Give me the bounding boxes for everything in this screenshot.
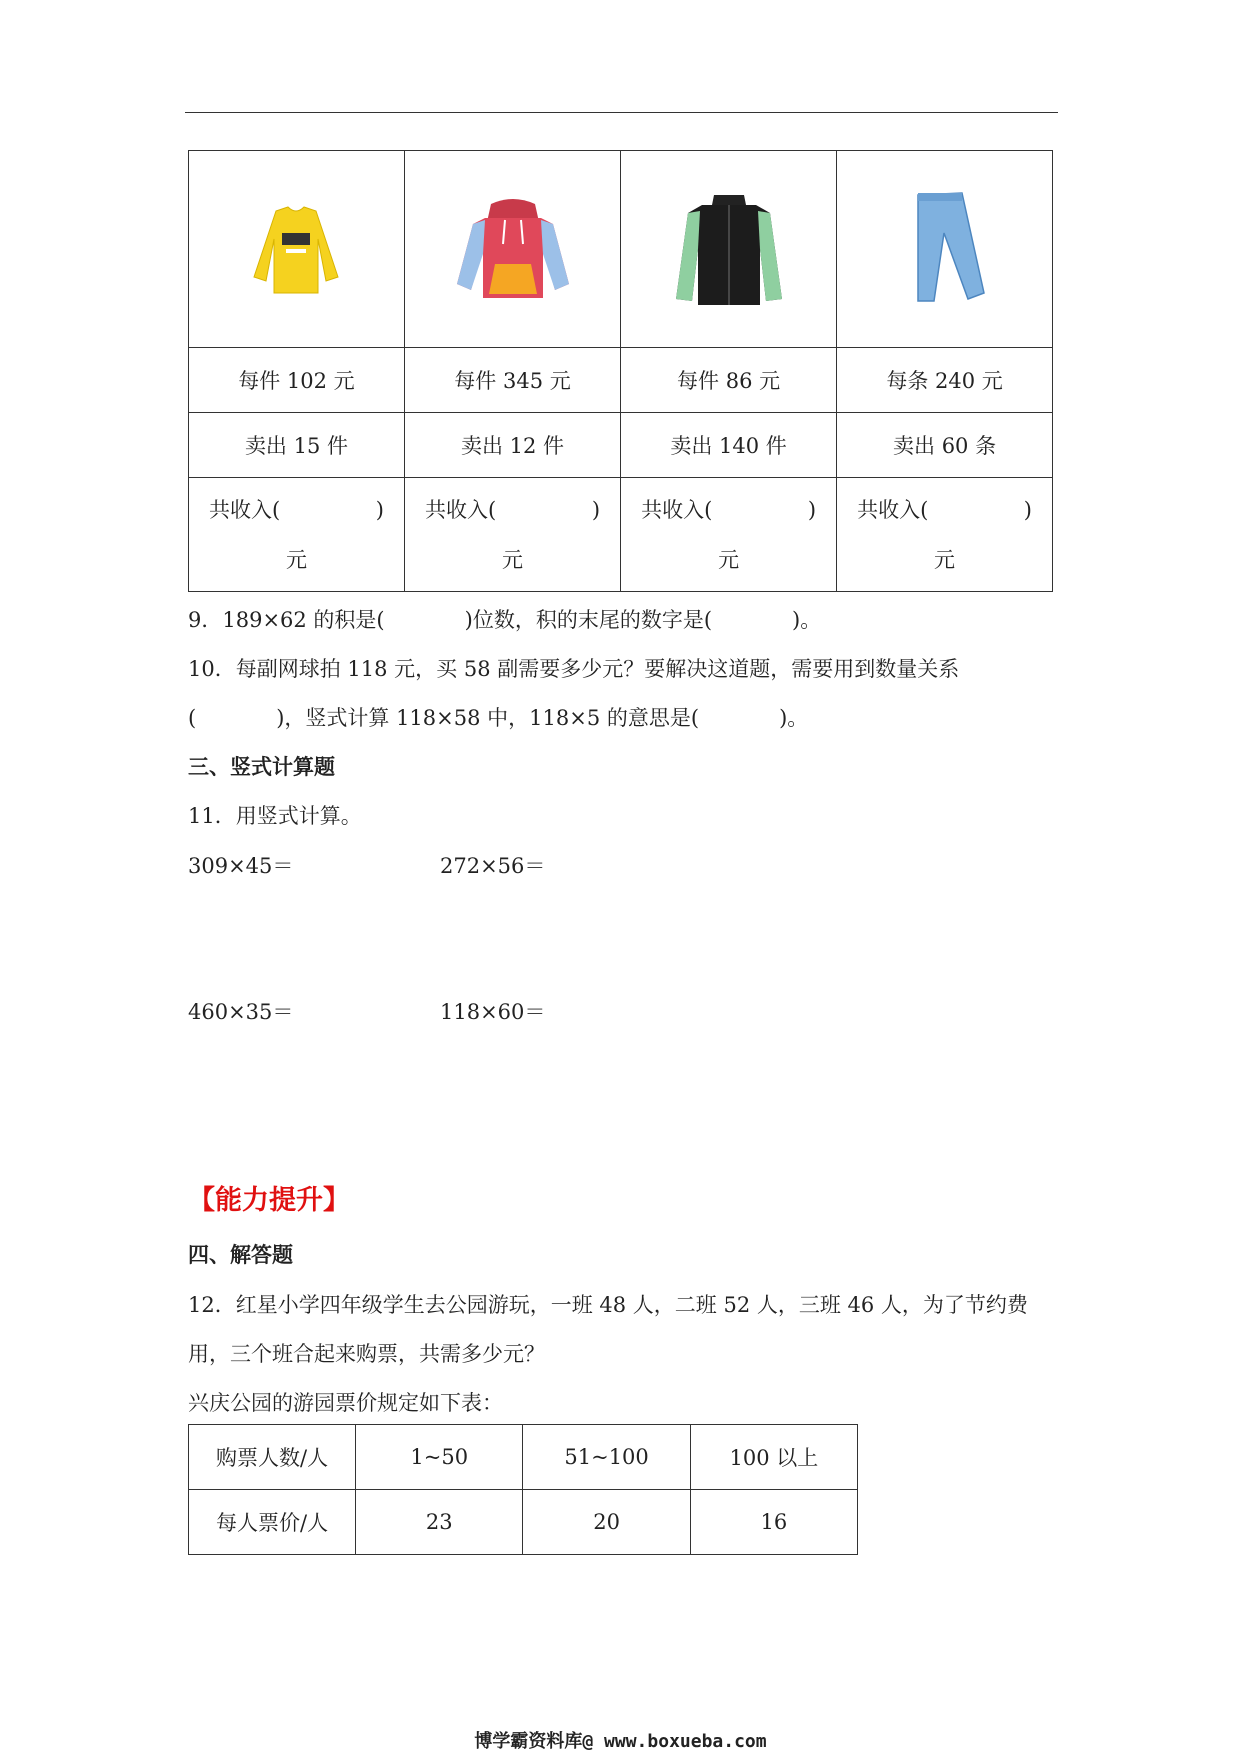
clothes-image-cell [621, 151, 837, 348]
black-jacket-icon [674, 189, 784, 309]
total-unit: 元 [502, 547, 524, 572]
total-unit: 元 [718, 547, 740, 572]
total-cell[interactable] [621, 478, 837, 592]
question-12-line3: 兴庆公园的游园票价规定如下表： [188, 1391, 503, 1415]
sold-cell: 卖出 15 件 [189, 413, 405, 478]
clothes-sales-table [188, 150, 1053, 592]
total-prefix: 共收入( [857, 497, 929, 522]
ticket-price-table [188, 1424, 858, 1555]
price-cell: 每条 240 元 [837, 348, 1053, 413]
calc-expr: 118×60＝ [440, 1000, 546, 1024]
sold-cell: 卖出 12 件 [404, 413, 620, 478]
header-rule [185, 112, 1058, 113]
ability-heading: 【能力提升】 [188, 1185, 350, 1216]
question-12-line1: 12．红星小学四年级学生去公园游玩，一班 48 人，二班 52 人，三班 46 人，为了节约费 [188, 1293, 1028, 1317]
total-cell[interactable] [404, 478, 620, 592]
question-12-line2: 用，三个班合起来购票，共需多少元？ [188, 1342, 545, 1366]
ticket-price-cell: 16 [690, 1490, 857, 1555]
total-prefix: 共收入( [209, 497, 281, 522]
question-10-line2: ( )，竖式计算 118×58 中，118×5 的意思是( )。 [188, 706, 809, 730]
total-prefix: 共收入( [424, 497, 497, 522]
ticket-header-cell: 1~50 [356, 1425, 523, 1490]
question-10-line1: 10．每副网球拍 118 元，买 58 副需要多少元？要解决这道题，需要用到数量关系 [188, 657, 960, 681]
section-3-heading: 三、竖式计算题 [188, 755, 335, 779]
sold-cell: 卖出 140 件 [621, 413, 837, 478]
ticket-header-cell: 100 以上 [690, 1425, 857, 1490]
total-unit: 元 [285, 547, 307, 572]
total-prefix: 共收入( [641, 497, 713, 522]
total-close: ) [375, 497, 384, 522]
price-cell: 每件 102 元 [189, 348, 405, 413]
total-close: ) [591, 497, 601, 522]
total-close: ) [807, 497, 817, 522]
calc-expr: 309×45＝ [188, 854, 294, 878]
clothes-image-cell [189, 151, 405, 348]
total-cell[interactable] [189, 478, 405, 592]
total-cell[interactable] [837, 478, 1053, 592]
ticket-price-cell: 每人票价/人 [189, 1490, 356, 1555]
clothes-image-cell [837, 151, 1053, 348]
footer-watermark: 博学霸资料库@ www.boxueba.com [474, 1731, 767, 1752]
section-4-heading: 四、解答题 [188, 1243, 293, 1267]
price-cell: 每件 86 元 [621, 348, 837, 413]
price-cell: 每件 345 元 [404, 348, 620, 413]
yellow-sweatshirt-icon [246, 199, 346, 299]
question-11-title: 11．用竖式计算。 [188, 804, 362, 828]
ticket-header-cell: 购票人数/人 [189, 1425, 356, 1490]
calc-expr: 460×35＝ [188, 1000, 294, 1024]
ticket-header-cell: 51~100 [523, 1425, 690, 1490]
red-hoodie-icon [453, 194, 573, 304]
calc-expr: 272×56＝ [440, 854, 546, 878]
blue-jeans-icon [900, 189, 990, 309]
total-close: ) [1023, 497, 1032, 522]
ticket-price-cell: 20 [523, 1490, 690, 1555]
question-9: 9．189×62 的积是( )位数，积的末尾的数字是( )。 [188, 608, 822, 632]
total-unit: 元 [934, 547, 956, 572]
ticket-price-cell: 23 [356, 1490, 523, 1555]
clothes-image-cell [404, 151, 620, 348]
sold-cell: 卖出 60 条 [837, 413, 1053, 478]
